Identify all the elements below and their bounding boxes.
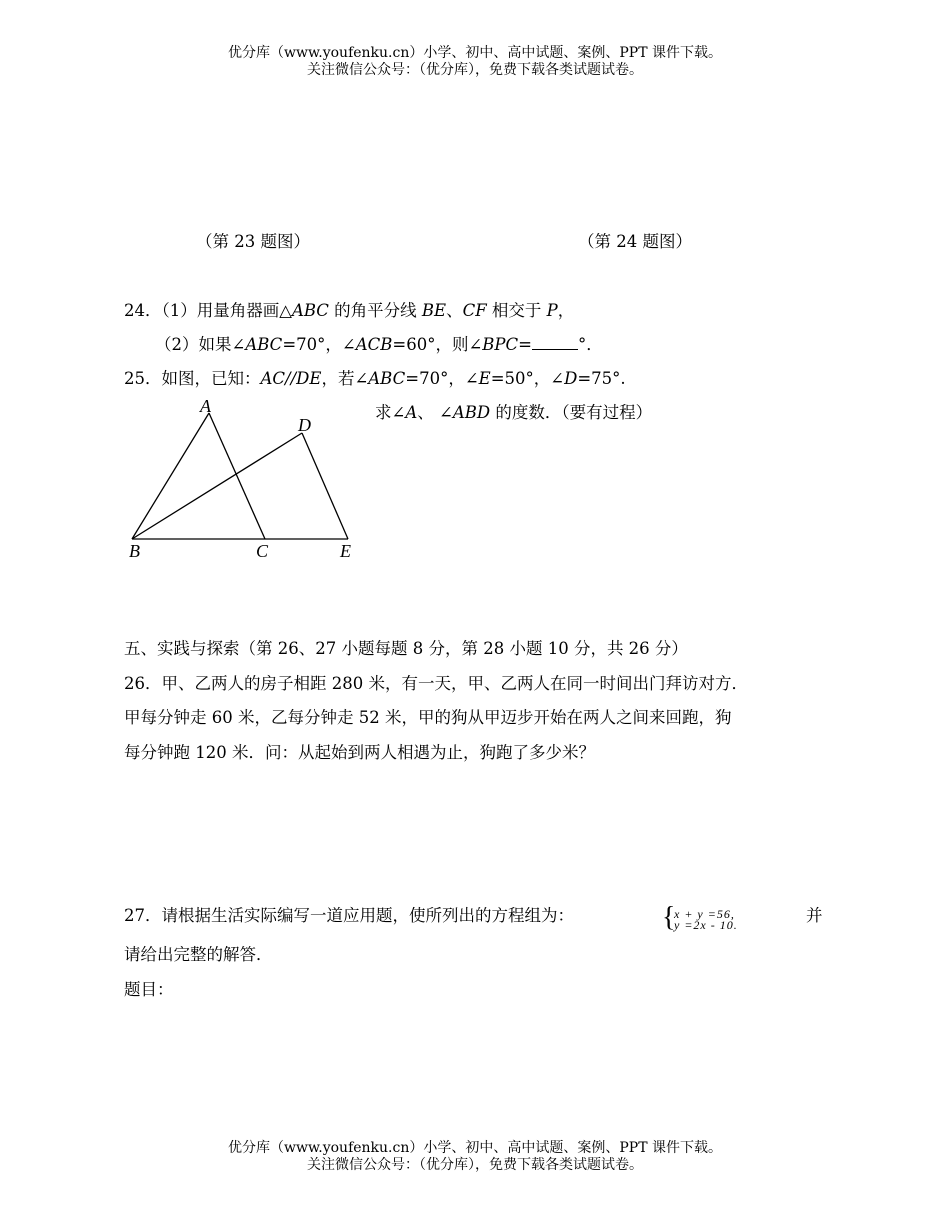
q24-var: ABC xyxy=(245,335,283,354)
q26-line3: 每分钟跑 120 米．问：从起始到两人相遇为止，狗跑了多少米？ xyxy=(124,743,595,762)
q24-text: =60°，则∠ xyxy=(392,335,483,354)
q27-prompt-label: 题目： xyxy=(124,980,174,999)
q25-line2 xyxy=(375,402,652,424)
brace-icon: { xyxy=(662,902,676,933)
q25-text: 如图，已知： xyxy=(161,369,261,388)
q25-text: ，若∠ xyxy=(321,369,369,388)
equation-row-1: x + y =56, xyxy=(674,907,735,921)
caption-figure-24: （第 24 题图） xyxy=(578,232,692,251)
q25-var: AC//DE xyxy=(260,369,322,388)
q24-text: = xyxy=(518,335,532,354)
q24-var: P xyxy=(546,301,558,320)
q24-text: 相交于 xyxy=(486,301,547,320)
q25-var: ABC xyxy=(368,369,406,388)
q24-var: BE xyxy=(421,301,447,320)
point-label-a: A xyxy=(200,396,211,416)
q27-line1-end: 并 xyxy=(806,906,823,925)
point-label-b: B xyxy=(129,541,140,561)
q26-line1: 26．甲、乙两人的房子相距 280 米，有一天，甲、乙两人在同一时间出门拜访对方． xyxy=(124,674,748,693)
q24-var: ABC xyxy=(291,301,329,320)
segment-de xyxy=(302,433,348,539)
q25-text: =75°. xyxy=(577,369,626,388)
q24-answer-blank[interactable] xyxy=(532,335,578,350)
q25-var: ABD xyxy=(452,403,491,422)
segment-bd xyxy=(132,433,302,539)
q25-text: =50°，∠ xyxy=(490,369,565,388)
footer-line-2: 关注微信公众号：（优分库），免费下载各类试题试卷。 xyxy=(307,1157,643,1173)
q24-text: （2）如果∠ xyxy=(155,335,246,354)
q25-text: 、 ∠ xyxy=(417,403,453,422)
q25-text: 求∠ xyxy=(375,403,406,422)
point-label-c: C xyxy=(256,541,269,561)
equation-row-2: y =2x - 10. xyxy=(674,918,738,932)
segment-ba xyxy=(132,413,209,539)
header-line-1: 优分库（www.youfenku.cn）小学、初中、高中试题、案例、PPT 课件下载。 xyxy=(227,45,722,61)
q24-var: ACB xyxy=(355,335,393,354)
q24-number: 24． xyxy=(124,301,162,320)
point-label-e: E xyxy=(340,541,351,561)
header-line-2: 关注微信公众号：（优分库），免费下载各类试题试卷。 xyxy=(307,62,643,78)
q24-part1 xyxy=(124,300,574,322)
caption-figure-23: （第 23 题图） xyxy=(196,232,310,251)
section-5-heading: 五、实践与探索（第 26、27 小题每题 8 分，第 28 小题 10 分，共 26 分） xyxy=(124,639,688,658)
q25-text: 的度数．（要有过程） xyxy=(490,403,653,422)
footer-line-1: 优分库（www.youfenku.cn）小学、初中、高中试题、案例、PPT 课件下载。 xyxy=(227,1140,722,1156)
q24-text: 、 xyxy=(446,301,463,320)
point-label-d: D xyxy=(298,415,311,435)
q25-var: A xyxy=(405,403,418,422)
q25-figure xyxy=(120,392,370,564)
q24-text: ， xyxy=(557,301,575,320)
equation-system xyxy=(662,902,802,937)
segment-ac xyxy=(209,413,265,539)
q24-part2 xyxy=(155,334,603,356)
q25-var: E xyxy=(478,369,491,388)
q24-text: 的角平分线 xyxy=(328,301,422,320)
q24-var: CF xyxy=(462,301,487,320)
q27-line2: 请给出完整的解答． xyxy=(124,945,273,964)
q24-text: （1）用量角器画△ xyxy=(161,301,292,320)
q27-line1: 27．请根据生活实际编写一道应用题，使所列出的方程组为： xyxy=(124,906,574,925)
q25-var: D xyxy=(564,369,578,388)
q25-number: 25． xyxy=(124,369,162,388)
q24-text: °． xyxy=(577,335,603,354)
q26-line2: 甲每分钟走 60 米，乙每分钟走 52 米，甲的狗从甲迈步开始在两人之间来回跑，狗 xyxy=(124,708,732,727)
q24-var: BPC xyxy=(482,335,519,354)
q25-line1 xyxy=(124,368,626,390)
q25-text: =70°，∠ xyxy=(405,369,479,388)
q24-text: =70°，∠ xyxy=(282,335,356,354)
